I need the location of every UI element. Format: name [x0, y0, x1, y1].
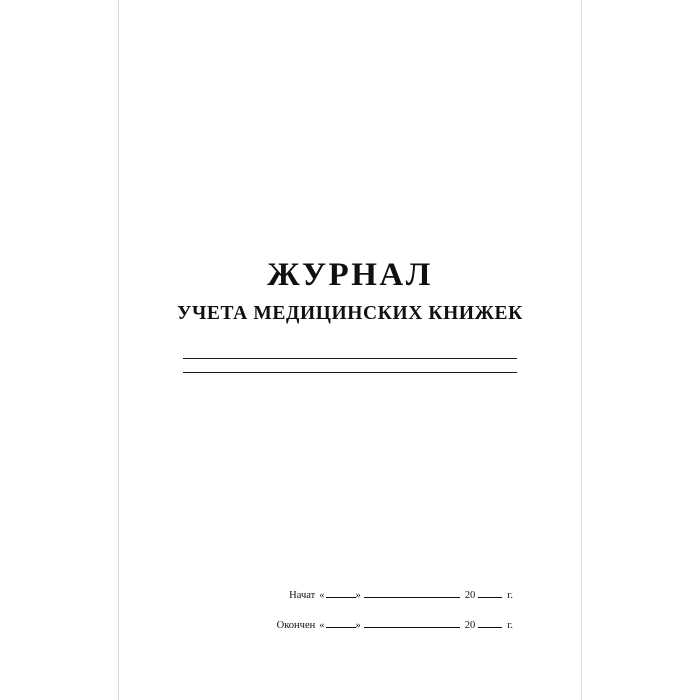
finished-day-blank[interactable] — [326, 618, 356, 628]
cover-sheet — [119, 0, 581, 700]
finished-year-suffix: г. — [507, 620, 513, 631]
title-block — [119, 258, 581, 324]
started-quote-close: » — [355, 590, 361, 601]
finished-quote-open: « — [319, 620, 325, 631]
started-day-blank[interactable] — [326, 588, 356, 598]
page-right-edge-line — [581, 0, 582, 700]
started-month-blank[interactable] — [364, 588, 460, 598]
started-row — [119, 588, 581, 601]
finished-month-blank[interactable] — [364, 618, 460, 628]
started-quote-open: « — [319, 590, 325, 601]
started-year-prefix: 20 — [464, 590, 476, 601]
page-title: ЖУРНАЛ — [267, 257, 433, 293]
started-year-suffix: г. — [507, 590, 513, 601]
finished-row — [119, 618, 581, 631]
finished-label: Окончен — [276, 620, 316, 631]
started-year-blank[interactable] — [478, 588, 502, 598]
finished-year-blank[interactable] — [478, 618, 502, 628]
page-subtitle: УЧЕТА МЕДИЦИНСКИХ КНИЖЕК — [177, 302, 523, 324]
finished-quote-close: » — [355, 620, 361, 631]
footer-block — [119, 588, 581, 631]
divider-rule-top — [183, 358, 517, 359]
finished-year-prefix: 20 — [464, 620, 476, 631]
divider-rule-bottom — [183, 372, 517, 373]
started-label: Начат — [289, 590, 316, 601]
